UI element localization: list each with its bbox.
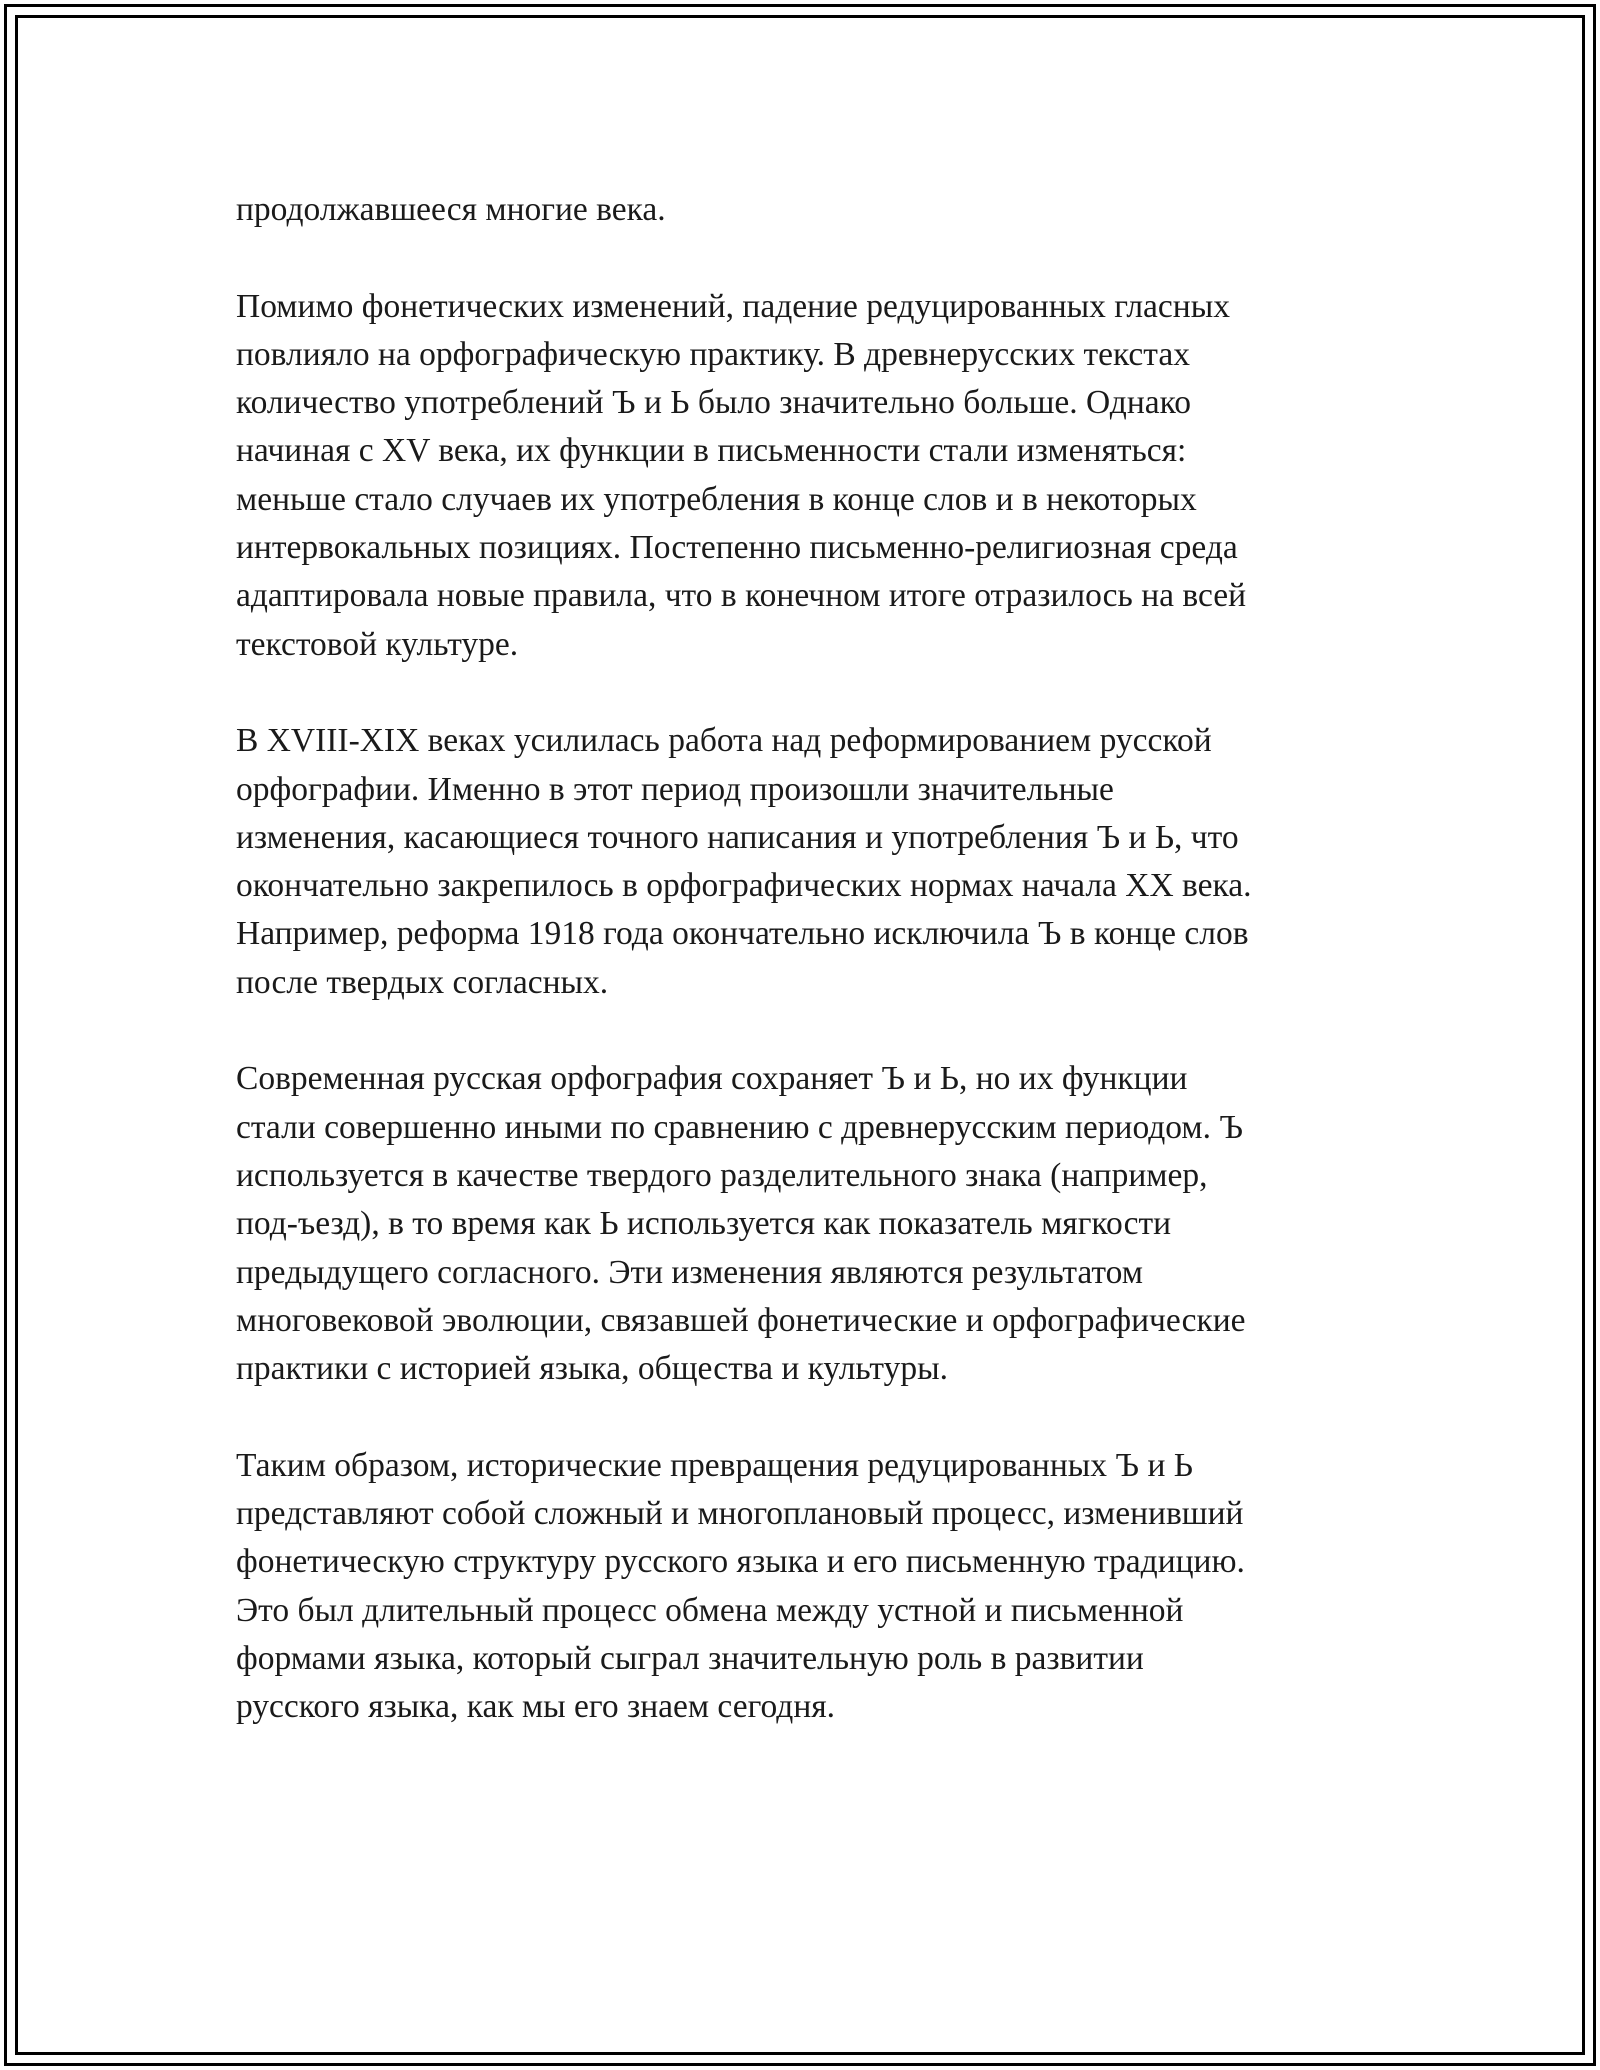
document-body [236,186,1366,1780]
paragraph-modern-orthography: Современная русская орфография сохраняет Ъ и Ь, но их функции стали совершенно иными по сравнению с древнерусским периодом. Ъ используется в качестве твердого разделительного знака (например, под-ъезд), в то время как Ь используется как показатель мягкости предыдущего согласного. Эти изменения являются результатом многовековой эволюции, связавшей фонетические и орфографические практики с историей языка, общества и культуры. [236,1060,1246,1388]
paragraph-continuation: продолжавшееся многие века. [236,191,666,228]
paragraph-orthographic-practice: Помимо фонетических изменений, падение редуцированных гласных повлияло на орфографическую практику. В древнерусских текстах количество употреблений Ъ и Ь было значительно больше. Однако начиная с XV века, их функции в письменности стали изменяться: меньше стало случаев их употребления в конце слов и в некоторых интервокальных позициях. Постепенно письменно-религиозная среда адаптировала новые правила, что в конечном итоге отразилось на всей текстовой культуре. [236,287,1247,663]
paragraph-orthography-reform: В XVIII-XIX веках усилилась работа над реформированием русской орфографии. Именно в этот период произошли значительные изменения, касающиеся точного написания и употребления Ъ и Ь, что окончательно закрепилось в орфографических нормах начала XX века. Например, реформа 1918 года окончательно исключила Ъ в конце слов после твердых согласных. [236,722,1252,1001]
paragraph-conclusion: Таким образом, исторические превращения редуцированных Ъ и Ь представляют собой сложный и многоплановый процесс, изменивший фонетическую структуру русского языка и его письменную традицию. Это был длительный процесс обмена между устной и письменной формами языка, который сыграл значительную роль в развитии русского языка, как мы его знаем сегодня. [236,1446,1245,1726]
